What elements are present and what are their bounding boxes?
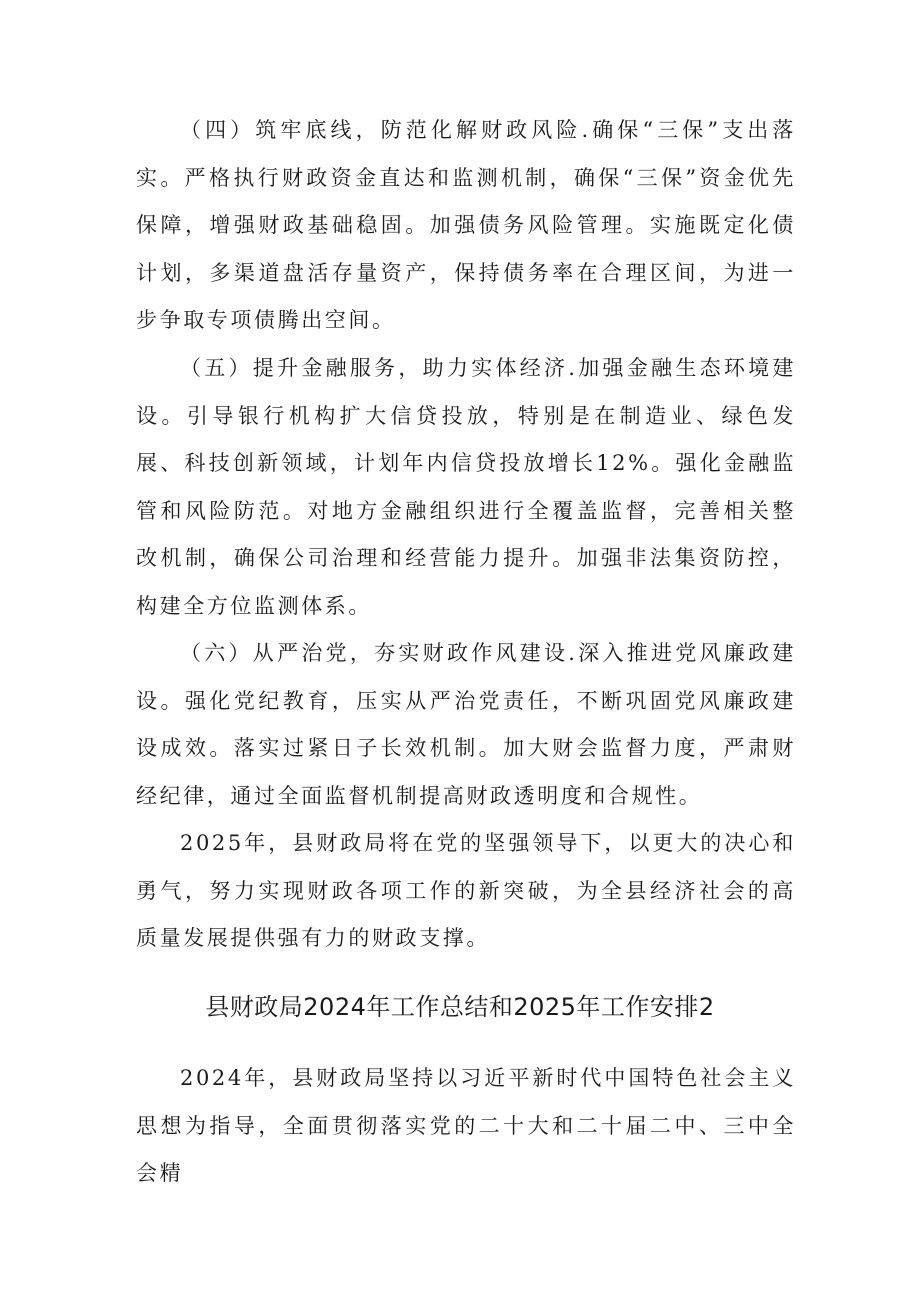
section-heading: 县财政局2024年工作总结和2025年工作安排2 <box>205 993 715 1021</box>
paragraph-2025-outlook: 2025年，县财政局将在党的坚强领导下，以更大的决心和勇气，努力实现财政各项工作的新突破，为全县经济社会的高质量发展提供强有力的财政支撑。 <box>136 831 796 950</box>
paragraph-party-discipline: （六）从严治党，夯实财政作风建设.深入推进党风廉政建设。强化党纪教育，压实从严治党责任，不断巩固党风廉政建设成效。落实过紧日子长效机制。加大财会监督力度，严肃财经纪律，通过全面监督机制提高财政透明度和合规性。 <box>136 641 796 808</box>
paragraph-fiscal-risk: （四）筑牢底线，防范化解财政风险.确保“三保”支出落实。严格执行财政资金直达和监测机制，确保“三保”资金优先保障，增强财政基础稳固。加强债务风险管理。实施既定化债计划，多渠道盘活存量资产，保持债务率在合理区间，为进一步争取专项债腾出空间。 <box>136 118 796 332</box>
paragraph-financial-services: （五）提升金融服务，助力实体经济.加强金融生态环境建设。引导银行机构扩大信贷投放，特别是在制造业、绿色发展、科技创新领域，计划年内信贷投放增长12%。强化金融监管和风险防范。对地方金融组织进行全覆盖监督，完善相关整改机制，确保公司治理和经营能力提升。加强非法集资防控，构建全方位监测体系。 <box>136 356 796 618</box>
paragraph-2024-intro: 2024年，县财政局坚持以习近平新时代中国特色社会主义思想为指导，全面贯彻落实党的二十大和二十届二中、三中全会精 <box>136 1066 796 1185</box>
